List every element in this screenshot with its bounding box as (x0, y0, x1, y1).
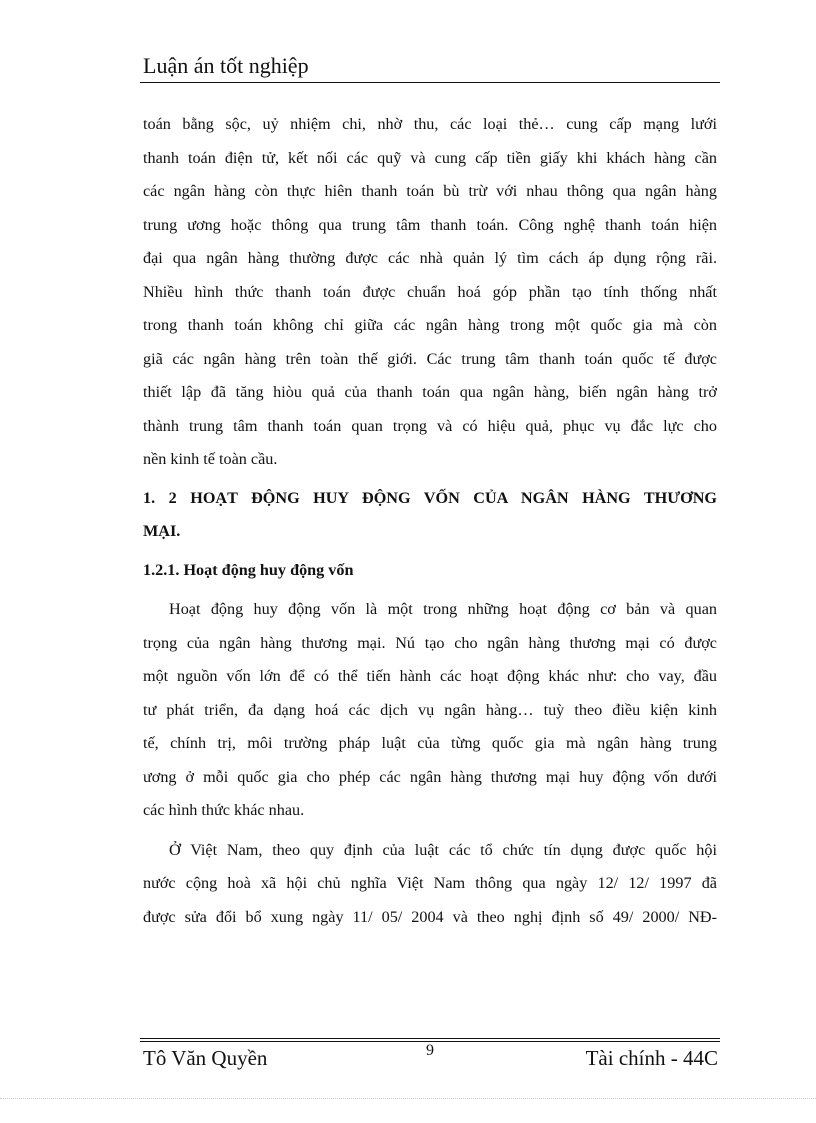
text-line: đại qua ngân hàng thường được các nhà quản lý tìm cách áp dụng rộng rãi. (143, 249, 717, 267)
text-line: trong thanh toán không chỉ giữa các ngân hàng trong một quốc gia mà còn (143, 316, 717, 334)
text-line: một nguồn vốn lớn để có thể tiến hành các hoạt động khác như: cho vay, đầu (143, 667, 717, 685)
text-line: trọng của ngân hàng thương mại. Nú tạo cho ngân hàng thương mại có được (143, 633, 717, 652)
footer-department: Tài chính - 44C (585, 1046, 718, 1070)
text-line: được sửa đổi bổ xung ngày 11/ 05/ 2004 và theo nghị định số 49/ 2000/ NĐ- (143, 907, 717, 926)
paragraph-vietnam-regulation (143, 834, 717, 935)
text-line: Hoạt động huy động vốn là một trong những hoạt động cơ bản và quan (169, 600, 717, 618)
text-line: thành trung tâm thanh toán quan trọng và có hiệu quả, phục vụ đắc lực cho (143, 416, 717, 435)
page-edge-divider (0, 1098, 816, 1099)
text-line: nền kinh tế toàn cầu. (143, 450, 278, 468)
text-line: thiết lập đã tăng hiòu quả của thanh toán qua ngân hàng, biến ngân hàng trở (143, 383, 717, 401)
text-line: các hình thức khác nhau. (143, 801, 305, 819)
text-line: thanh toán điện tử, kết nối các quỹ và cung cấp tiền giấy khi khách hàng cần (143, 148, 717, 167)
page-header-title: Luận án tốt nghiệp (143, 53, 309, 78)
text-line: nước cộng hoà xã hội chủ nghĩa Việt Nam thông qua ngày 12/ 12/ 1997 đã (143, 874, 717, 892)
subsection-heading: 1.2.1. Hoạt động huy động vốn (143, 560, 354, 579)
text-line: tế, chính trị, môi trường pháp luật của từng quốc gia mà ngân hàng trung (143, 734, 717, 752)
footer-divider-top (140, 1038, 720, 1039)
paragraph-payment-services (143, 108, 717, 477)
footer-author: Tô Văn Quyền (143, 1046, 268, 1070)
paragraph-capital-mobilization (143, 593, 717, 828)
section-heading-line: 1. 2 HOẠT ĐỘNG HUY ĐỘNG VỐN CỦA NGÂN HÀNG THƯƠNG (143, 488, 717, 507)
text-line: Ở Việt Nam, theo quy định của luật các tổ chức tín dụng được quốc hội (169, 840, 717, 859)
text-line: Nhiều hình thức thanh toán được chuẩn hoá góp phần tạo tính thống nhất (143, 282, 717, 301)
document-body (143, 108, 717, 934)
text-line: tư phát triển, đa dạng hoá các dịch vụ ngân hàng… tuỳ theo điều kiện kinh (143, 700, 717, 719)
text-line: trung ương hoặc thông qua trung tâm thanh toán. Công nghệ thanh toán hiện (143, 215, 717, 234)
section-heading-line: MẠI. (143, 522, 181, 540)
page-number: 9 (426, 1042, 434, 1059)
text-line: ương ở mỗi quốc gia cho phép các ngân hàng thương mại huy động vốn dưới (143, 767, 717, 786)
text-line: toán bằng sộc, uỷ nhiệm chi, nhờ thu, các loại thẻ… cung cấp mạng lưới (143, 115, 717, 133)
text-line: các ngân hàng còn thực hiên thanh toán bù trừ với nhau thông qua ngân hàng (143, 182, 717, 200)
section-heading (143, 482, 717, 549)
text-line: giã các ngân hàng trên toàn thế giới. Các trung tâm thanh toán quốc tế được (143, 349, 717, 368)
header-divider (140, 82, 720, 83)
